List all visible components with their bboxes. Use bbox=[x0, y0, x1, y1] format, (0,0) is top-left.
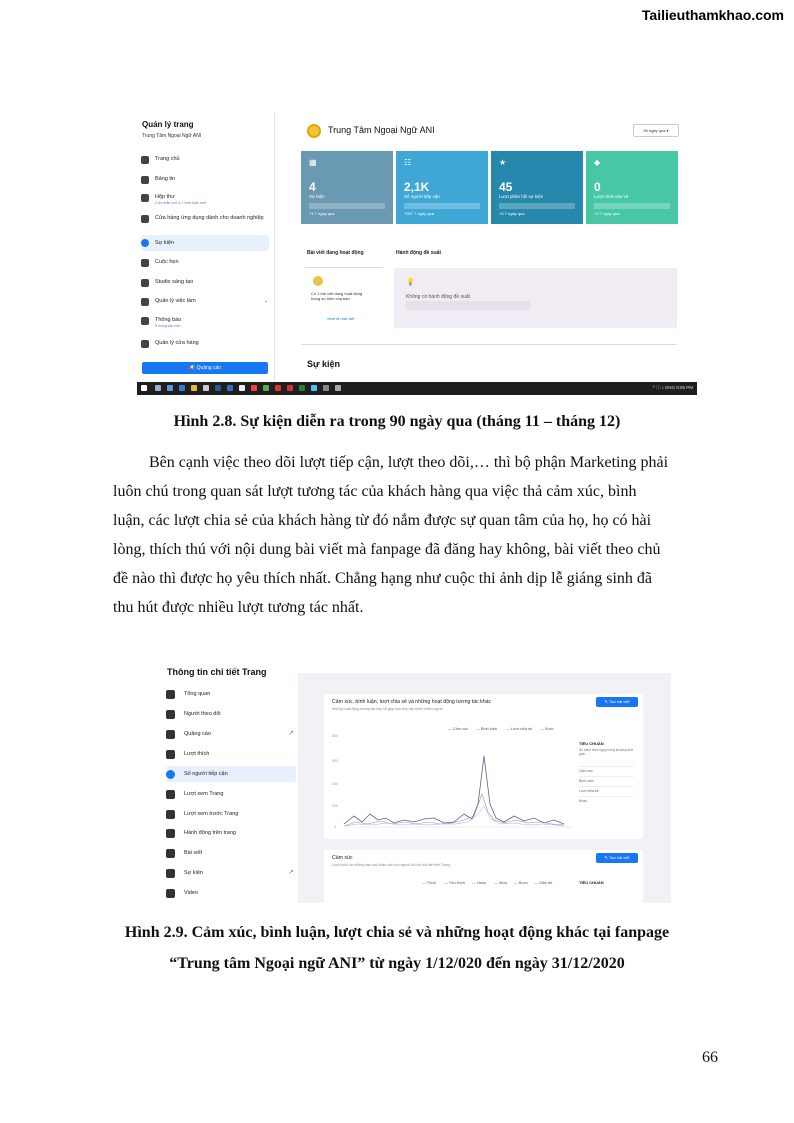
bell-icon bbox=[141, 317, 149, 325]
inbox-icon bbox=[141, 194, 149, 202]
events-icon bbox=[141, 239, 149, 247]
paragraph-line: lòng, thích thú với nội dung bài viết mà fanpage đã đăng hay không, bài viết theo chủ bbox=[113, 541, 661, 558]
app-icon[interactable] bbox=[275, 385, 281, 391]
insights-sidebar-title: Thông tin chi tiết Trang bbox=[167, 667, 267, 677]
page-number: 66 bbox=[702, 1049, 718, 1066]
chart-subtitle: Những hoạt động tương tác này sẽ giúp bạn tiếp cận thêm nhiều người bbox=[332, 707, 443, 711]
app-icon[interactable] bbox=[335, 385, 341, 391]
app-icon[interactable] bbox=[227, 385, 233, 391]
sidebar-item-news-feed[interactable] bbox=[141, 176, 269, 184]
preview-icon bbox=[166, 810, 175, 819]
sidebar-item-label: Thông báo bbox=[155, 317, 182, 323]
app-icon[interactable] bbox=[323, 385, 329, 391]
legend-item: — Yêu thích bbox=[444, 881, 465, 885]
y-tick: 800 bbox=[332, 734, 338, 738]
sidebar-subtitle: Trung Tâm Ngoại Ngữ ANI bbox=[142, 133, 202, 139]
chart-title: Cảm xúc, bình luận, lượt chia sẻ và những hoạt động tương tác khác bbox=[332, 699, 492, 705]
series-line-reactions bbox=[344, 756, 564, 824]
legend-item: — Khác bbox=[540, 727, 554, 731]
post-icon bbox=[166, 849, 175, 858]
reach-icon bbox=[166, 770, 175, 779]
sidebar-item-overview[interactable] bbox=[166, 687, 296, 701]
sidebar-item-label: Bài viết bbox=[184, 850, 203, 856]
promote-label: Quảng cáo bbox=[196, 365, 222, 371]
sidebar-item-label: Số người tiếp cận bbox=[184, 771, 228, 777]
sidebar-item-label: Lượt xem Trang bbox=[184, 791, 224, 797]
pdf-icon[interactable] bbox=[287, 385, 293, 391]
stat-value: 45 bbox=[499, 180, 513, 194]
briefcase-icon bbox=[141, 298, 149, 306]
legend-label: Thích bbox=[426, 881, 437, 885]
stat-bar bbox=[404, 203, 480, 209]
eye-icon bbox=[166, 790, 175, 799]
calendar-icon bbox=[166, 869, 175, 878]
watermark: Tailieuthamkhao.com bbox=[641, 7, 784, 23]
followers-icon bbox=[166, 710, 175, 719]
period-select[interactable]: 90 ngày qua ▾ bbox=[633, 124, 679, 137]
home-icon bbox=[141, 156, 149, 164]
stat-value: 2,1K bbox=[404, 180, 430, 194]
sidebar-item-label: Hộp thư bbox=[155, 194, 175, 200]
legend-item: — Bình luận bbox=[476, 727, 497, 731]
stat-value: 0 bbox=[594, 180, 601, 194]
stat-change: +1 7 ngày qua bbox=[309, 211, 335, 216]
y-tick: 600 bbox=[332, 759, 338, 763]
sidebar-item-page-previews[interactable] bbox=[166, 807, 296, 821]
sidebar-item-events[interactable] bbox=[166, 866, 296, 880]
sidebar-item-likes[interactable] bbox=[166, 747, 296, 761]
paragraph-line: Bên cạnh việc theo dõi lượt tiếp cận, lượt theo dõi,… thì bộ phận Marketing phải bbox=[149, 454, 669, 471]
create-post-button[interactable]: ✎ Tạo bài viết bbox=[596, 853, 638, 863]
promote-button[interactable]: 📢 Quảng cáo bbox=[142, 362, 268, 374]
sidebar-item-inbox[interactable] bbox=[141, 194, 269, 205]
external-link-icon[interactable]: ↗ bbox=[288, 869, 294, 876]
people-icon: ☷ bbox=[404, 158, 412, 167]
engagement-line-chart bbox=[344, 734, 572, 829]
legend-label: Bình luận bbox=[480, 727, 497, 731]
page-name: Trung Tâm Ngoại Ngữ ANI bbox=[328, 125, 435, 135]
dashboard-main bbox=[277, 112, 697, 382]
shop-icon bbox=[141, 340, 149, 348]
legend-label: Buồn bbox=[518, 881, 528, 885]
stat-bar bbox=[499, 203, 575, 209]
folder-icon[interactable] bbox=[191, 385, 197, 391]
suggested-empty-text: Không có hành động đề xuất bbox=[406, 294, 470, 300]
legend-label: Khác bbox=[544, 727, 554, 731]
paragraph-line: luôn chú trong quan sát lượt tương tác của khách hàng qua việc thả cảm xúc, bình bbox=[113, 483, 637, 500]
store-icon[interactable] bbox=[203, 385, 209, 391]
active-posts-text: Có 1 bài viết đang hoạt động trong sự kiện của bạn bbox=[311, 291, 363, 301]
sidebar-item-label: Studio sáng tạo bbox=[155, 279, 194, 285]
figure-caption-2-9-line2: “Trung tâm Ngoại ngữ ANI” từ ngày 1/12/020 đến ngày 31/12/2020 bbox=[169, 955, 625, 972]
insights-sidebar bbox=[160, 667, 298, 903]
sidebar-item-posts[interactable] bbox=[166, 846, 296, 860]
sidebar-item-label: Sự kiện bbox=[184, 870, 203, 876]
app-icon[interactable] bbox=[311, 385, 317, 391]
stat-bar bbox=[594, 203, 670, 209]
engagement-chart-card bbox=[324, 694, 643, 839]
sidebar-item-shop[interactable] bbox=[141, 340, 269, 348]
sidebar-item-label: Cuộc hẹn bbox=[155, 259, 179, 265]
store-icon bbox=[141, 215, 149, 223]
stat-label: Sự kiện bbox=[309, 194, 325, 199]
post-icon bbox=[313, 276, 323, 286]
page-logo-icon bbox=[307, 124, 321, 138]
figure-caption-2-9-line1: Hình 2.9. Cảm xúc, bình luận, lượt chia sẻ và những hoạt động khác tại fanpage bbox=[124, 924, 670, 941]
chart-icon bbox=[166, 690, 175, 699]
news-feed-icon bbox=[141, 176, 149, 184]
sidebar-item-label: Tổng quan bbox=[184, 691, 211, 697]
figure-page-dashboard bbox=[137, 112, 697, 395]
events-heading: Sự kiện bbox=[307, 359, 341, 369]
create-post-button[interactable]: ✎ Tạo bài viết bbox=[596, 697, 638, 707]
app-icon[interactable] bbox=[239, 385, 245, 391]
table-row: Cảm xúc bbox=[579, 766, 634, 773]
sidebar-item-jobs[interactable] bbox=[141, 298, 269, 306]
table-row: Khác bbox=[579, 796, 634, 803]
sidebar-item-label: Trang chủ bbox=[155, 156, 180, 162]
divider bbox=[301, 344, 677, 345]
legend-item: — Haha bbox=[472, 881, 486, 885]
sidebar-item-videos[interactable] bbox=[166, 886, 296, 900]
stat-change: +937 7 ngày qua bbox=[404, 211, 434, 216]
taskview-icon[interactable] bbox=[167, 385, 173, 391]
table-description: So sánh theo ngày trong khoảng thời gian bbox=[579, 748, 634, 756]
stat-change: +5 7 ngày qua bbox=[499, 211, 525, 216]
insights-main bbox=[298, 673, 671, 903]
sidebar-item-label: Người theo dõi bbox=[184, 711, 221, 717]
system-tray[interactable]: ^ ⓘ ♪ ENG 8:05 PM bbox=[652, 385, 693, 390]
reactions-chart-card bbox=[324, 850, 643, 910]
sidebar-item-notifications[interactable] bbox=[141, 317, 269, 328]
legend-label: Giận dữ bbox=[538, 881, 553, 885]
sidebar-item-ads[interactable] bbox=[166, 727, 296, 741]
stat-value: 4 bbox=[309, 180, 316, 194]
stat-label: Lượt click vào vé bbox=[594, 194, 629, 199]
star-icon: ★ bbox=[499, 158, 507, 167]
calendar-icon bbox=[141, 259, 149, 267]
sidebar-item-label: Sự kiện bbox=[155, 240, 174, 246]
sidebar-item-events[interactable] bbox=[141, 235, 269, 251]
calendar-icon: ▦ bbox=[309, 158, 317, 167]
stat-card-responses[interactable] bbox=[491, 151, 583, 224]
megaphone-icon bbox=[166, 730, 175, 739]
figure-page-insights bbox=[160, 667, 671, 903]
table-heading: TIÊU CHUẨN bbox=[579, 741, 604, 746]
windows-taskbar bbox=[137, 382, 697, 395]
sidebar-item-label: Cửa hàng ứng dụng dành cho doanh nghiệp bbox=[155, 215, 264, 221]
stat-label: Lượt phản hồi sự kiện bbox=[499, 194, 544, 199]
suggested-placeholder bbox=[406, 301, 530, 310]
table-row: Bình luận bbox=[579, 776, 634, 783]
app-icon[interactable] bbox=[263, 385, 269, 391]
active-posts-heading: Bài viết đang hoạt động bbox=[307, 250, 364, 256]
external-link-icon[interactable]: ↗ bbox=[288, 730, 294, 737]
series-line-comments bbox=[344, 794, 564, 826]
cursor-icon bbox=[166, 829, 175, 838]
sidebar-item-label: Bảng tin bbox=[155, 176, 176, 182]
stat-bar bbox=[309, 203, 385, 209]
studio-icon bbox=[141, 279, 149, 287]
search-icon[interactable] bbox=[155, 385, 161, 391]
figure-caption-2-8: Hình 2.8. Sự kiện diễn ra trong 90 ngày qua (tháng 11 – tháng 12) bbox=[173, 413, 621, 430]
create-post-label: Tạo bài viết bbox=[608, 855, 630, 860]
chart-title: Cảm xúc bbox=[332, 855, 353, 861]
sidebar-item-page-views[interactable] bbox=[166, 787, 296, 801]
create-post-label: Tạo bài viết bbox=[608, 699, 630, 704]
sidebar-item-appointments[interactable] bbox=[141, 259, 269, 267]
y-tick: 400 bbox=[332, 782, 338, 786]
page-manager-sidebar bbox=[137, 112, 275, 382]
legend-item: — Wow bbox=[494, 881, 508, 885]
sidebar-item-business-apps[interactable] bbox=[141, 215, 269, 223]
y-tick: 0 bbox=[334, 825, 336, 829]
view-post-link[interactable]: Xem tin bài viết bbox=[327, 316, 355, 321]
suggested-actions-panel bbox=[394, 268, 677, 328]
chevron-down-icon[interactable]: ⌄ bbox=[263, 298, 268, 304]
legend-label: Cảm xúc bbox=[452, 727, 468, 731]
legend-label: Yêu thích bbox=[448, 881, 465, 885]
legend-label: Lượt chia sẻ bbox=[510, 727, 533, 731]
stat-label: Số người tiếp cận bbox=[404, 194, 440, 199]
sidebar-item-reach[interactable] bbox=[166, 766, 296, 782]
legend-item: — Cảm xúc bbox=[448, 727, 468, 731]
sidebar-item-actions[interactable] bbox=[166, 826, 296, 840]
stat-card-events[interactable] bbox=[301, 151, 393, 224]
legend-item: — Thích bbox=[422, 881, 437, 885]
divider bbox=[305, 267, 383, 268]
table-row: Lượt chia sẻ bbox=[579, 786, 634, 793]
sidebar-item-home[interactable] bbox=[141, 156, 269, 164]
sidebar-title: Quản lý trang bbox=[142, 120, 194, 129]
start-icon[interactable] bbox=[141, 385, 147, 391]
word-icon[interactable] bbox=[215, 385, 221, 391]
stat-card-ticket-clicks[interactable] bbox=[586, 151, 678, 224]
sidebar-item-label: Quảng cáo bbox=[184, 731, 211, 737]
sidebar-item-creator-studio[interactable] bbox=[141, 279, 269, 287]
legend-item: — Lượt chia sẻ bbox=[506, 727, 533, 731]
sidebar-item-label: Lượt xem trước Trang bbox=[184, 811, 239, 817]
sidebar-item-label: Video bbox=[184, 890, 198, 896]
legend-label: Wow bbox=[498, 881, 508, 885]
legend-item: — Buồn bbox=[514, 881, 528, 885]
sidebar-item-label: Lượt thích bbox=[184, 751, 210, 757]
chart-subtitle: Lượt thích và những cảm xúc khác của mọi người đối với bài viết trên Trang bbox=[332, 863, 451, 867]
sidebar-item-label: Hành động trên trang bbox=[184, 830, 236, 836]
edge-icon[interactable] bbox=[179, 385, 185, 391]
suggested-actions-heading: Hành động đề xuất bbox=[396, 250, 441, 256]
thumbs-up-icon bbox=[166, 750, 175, 759]
inbox-note: 2 tin nhắn mới & 7 bình luận mới bbox=[155, 201, 206, 205]
sidebar-item-label: Quản lý cửa hàng bbox=[155, 340, 199, 346]
y-tick: 200 bbox=[332, 804, 338, 808]
excel-icon[interactable] bbox=[299, 385, 305, 391]
ticket-icon: ◆ bbox=[594, 158, 601, 167]
sidebar-item-label: Quản lý việc làm bbox=[155, 298, 196, 304]
paragraph-line: đề nào thì được họ yêu thích nhất. Chẳng hạng như cuộc thi ảnh dịp lễ giáng sinh đã bbox=[113, 570, 653, 587]
legend-label: Haha bbox=[476, 881, 486, 885]
paragraph-line: luận, các lượt chia sẻ của khách hàng từ đó nắm được sự quan tâm của họ, họ có hài bbox=[113, 512, 652, 529]
stat-change: +0 7 ngày qua bbox=[594, 211, 620, 216]
app-icon[interactable] bbox=[251, 385, 257, 391]
video-icon bbox=[166, 889, 175, 898]
table-heading: TIÊU CHUẨN bbox=[579, 880, 604, 885]
stat-card-reach[interactable] bbox=[396, 151, 488, 224]
sidebar-item-followers[interactable] bbox=[166, 707, 296, 721]
lightbulb-icon: 💡 bbox=[406, 279, 415, 286]
legend-item: — Giận dữ bbox=[534, 881, 553, 885]
paragraph-line: thu hút được nhiều lượt tương tác nhất. bbox=[113, 599, 364, 616]
notifications-note: 5 thông báo mới bbox=[155, 324, 181, 328]
